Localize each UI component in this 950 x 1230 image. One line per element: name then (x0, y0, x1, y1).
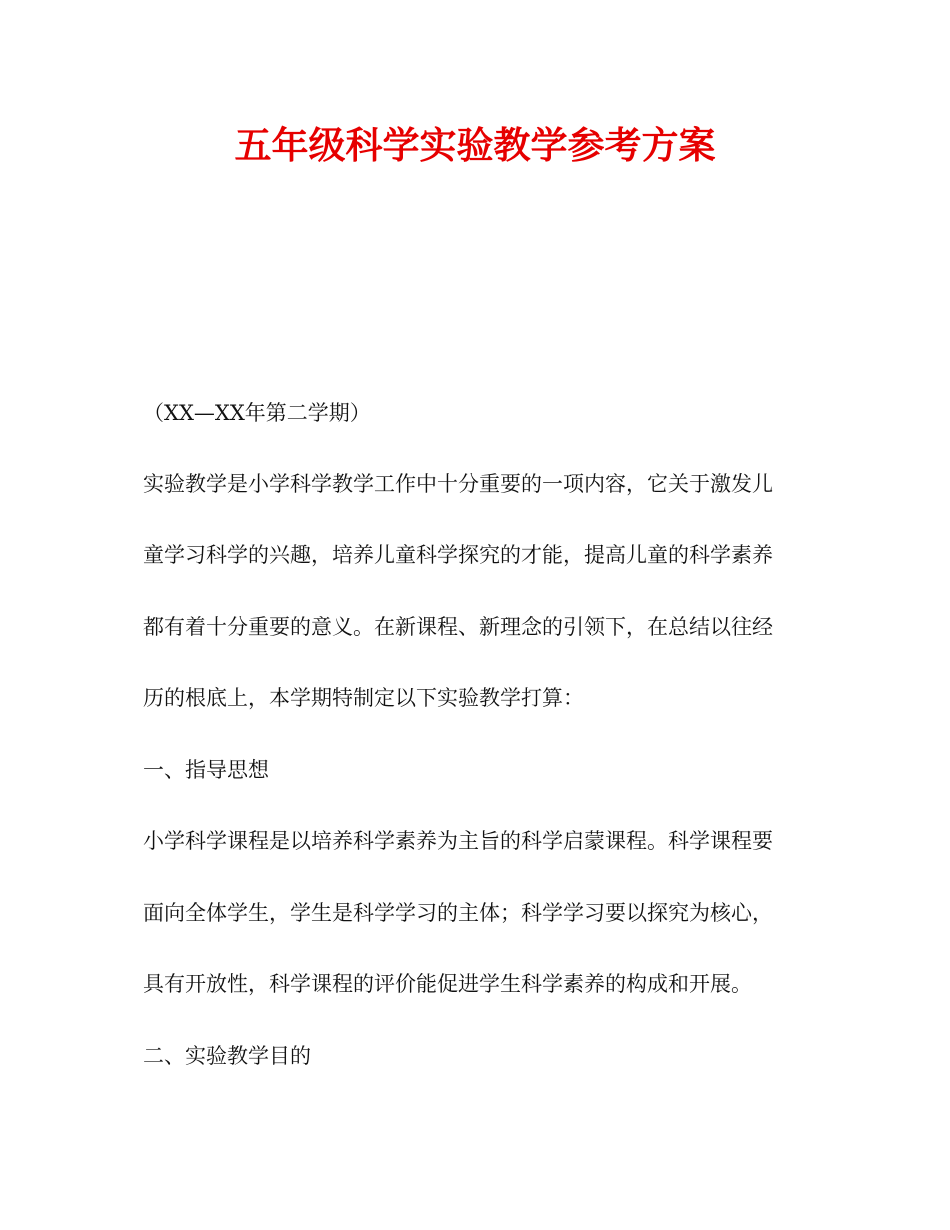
paragraph-line: 童学习科学的兴趣，培养儿童科学探究的才能，提高儿童的科学素养 (143, 543, 773, 567)
section-heading: 二、实验教学目的 (143, 1044, 311, 1068)
document-title: 五年级科学实验教学参考方案 (234, 124, 716, 167)
paragraph-line: 小学科学课程是以培养科学素养为主旨的科学启蒙课程。科学课程要 (143, 829, 773, 853)
paragraph-line: 历的根底上，本学期特制定以下实验教学打算： (143, 686, 584, 710)
paragraph-line: 都有着十分重要的意义。在新课程、新理念的引领下，在总结以往经 (143, 615, 773, 639)
section-heading: 一、指导思想 (143, 758, 269, 782)
paragraph-line: 具有开放性，科学课程的评价能促进学生科学素养的构成和开展。 (143, 972, 752, 996)
paragraph-line: 面向全体学生，学生是科学学习的主体；科学学习要以探究为核心， (143, 901, 773, 925)
semester-line: （XX—XX年第二学期） (143, 401, 371, 425)
paragraph-line: 实验教学是小学科学教学工作中十分重要的一项内容，它关于激发儿 (143, 472, 773, 496)
